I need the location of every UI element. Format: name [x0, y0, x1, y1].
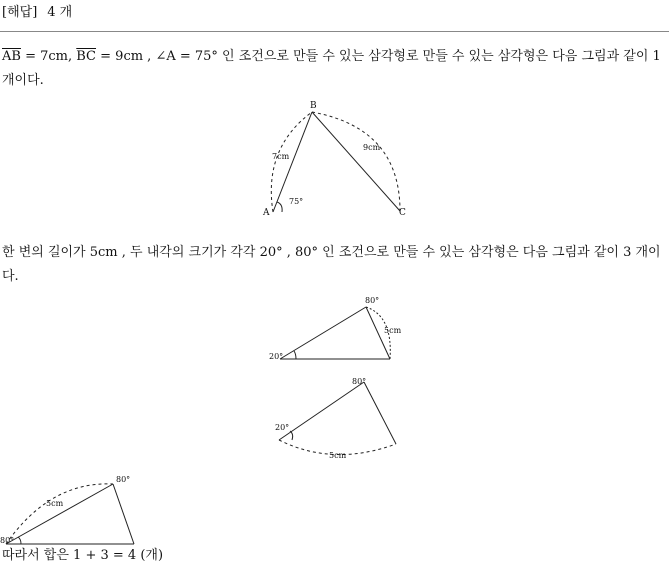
angle-a-arc: [277, 202, 282, 212]
triangle-figure-2: [268, 294, 408, 366]
segment-ab: $\overline{AB}$: [2, 49, 21, 64]
triangle-figure-4: [0, 473, 140, 549]
vertex-a-label: A: [263, 208, 270, 218]
fig2-angle-left: 20°: [269, 352, 284, 361]
side-bc-line: [312, 112, 400, 211]
fig4-left-side: [6, 484, 113, 544]
fig4-right-side: [113, 484, 134, 544]
fig3-left-side: [279, 382, 364, 440]
side-ab-label: 7cm: [272, 152, 290, 161]
angle-a-label: 75°: [289, 197, 304, 206]
fig3-angle-left: 20°: [275, 423, 290, 432]
fig2-angle-top: 80°: [365, 296, 380, 305]
triangle-figure-3: [268, 372, 408, 462]
vertex-b-label: B: [310, 101, 317, 111]
paragraph-1-rest: = 9cm , ∠A = 75° 인 조건으로 만들 수 있는 삼각형로 만들 수 있는 삼각형은 다음 그림과 같이 1 개이다.: [2, 49, 661, 88]
fig4-angle-arc: [18, 537, 21, 544]
fig2-angle-arc: [294, 351, 296, 359]
fig3-side-label: 5cm: [329, 451, 347, 460]
fig2-side-label: 5cm: [384, 326, 402, 335]
conclusion-text: 따라서 합은 1 + 3 = 4 (개): [2, 548, 164, 563]
vertex-c-label: C: [399, 208, 406, 218]
fig4-side-label: 5cm: [46, 499, 64, 508]
fig4-angle-left: 80°: [0, 536, 15, 545]
answer-value: 4 개: [47, 5, 73, 20]
answer-header: [2, 1, 72, 20]
fig2-left-side: [280, 307, 366, 359]
paragraph-2: 한 변의 길이가 5cm , 두 내각의 크기가 각각 20° , 80° 인 조건으로 만들 수 있는 삼각형은 다음 그림과 같이 3 개이다.: [2, 245, 661, 284]
equation-ab: = 7cm,: [20, 49, 77, 64]
fig3-right-side: [364, 382, 396, 444]
answer-label: [해답]: [2, 5, 38, 20]
segment-bc: $\overline{BC}$: [76, 49, 97, 64]
fig3-angle-top: 80°: [352, 377, 367, 386]
fig4-angle-top: 80°: [116, 475, 131, 484]
divider: [0, 31, 669, 32]
triangle-abc-figure: [255, 98, 425, 223]
paragraph-1: [2, 45, 668, 93]
side-bc-label: 9cm: [363, 143, 381, 152]
